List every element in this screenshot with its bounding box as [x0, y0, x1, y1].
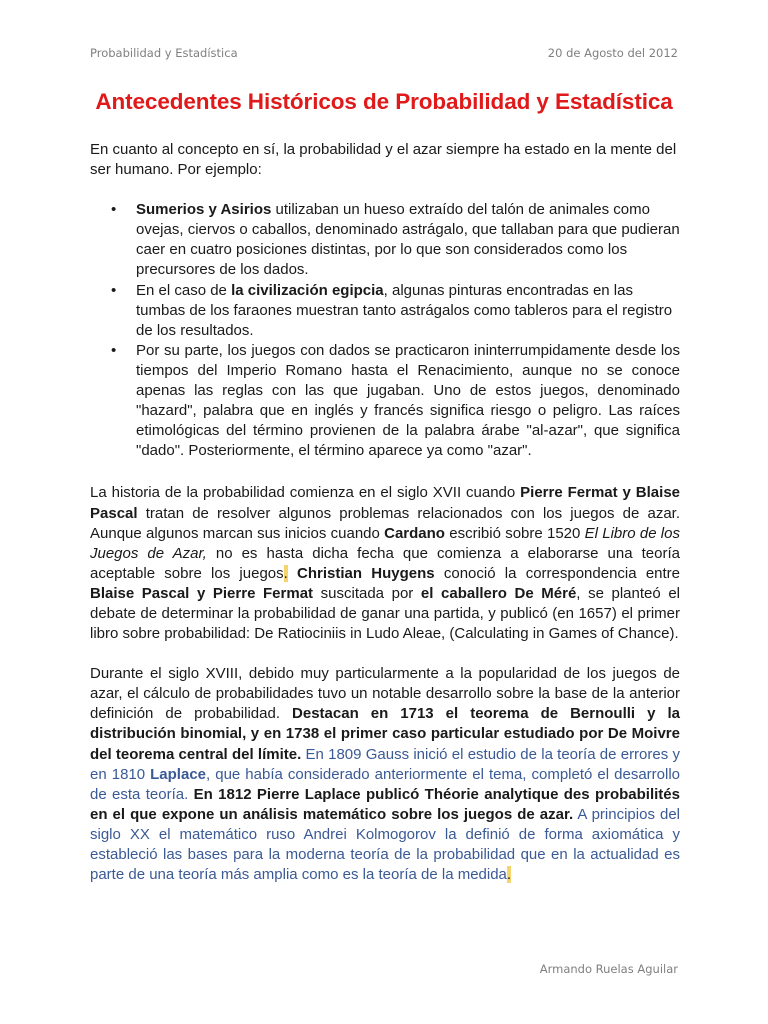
blue-run: En 1809 Gauss inició el estudio de la teoría de errores y en 1810 [90, 745, 680, 783]
text-run [288, 565, 297, 582]
list-item [90, 200, 680, 280]
bullet-text: , algunas pinturas encontradas en las tumbas de los faraones muestran tanto astrágalos como tableros para el registro de los resultados. [136, 281, 673, 339]
text-run: conoció la correspondencia entre [434, 564, 681, 582]
text-run: Durante el siglo XVIII, debido muy particularmente a la popularidad de los juegos de azar, el cálculo de probabilidades tuvo un notable desarrollo sobre la base de la anterior definición de probabilidad. [90, 665, 680, 723]
italic-run: El Libro de los Juegos de Azar, [90, 524, 680, 562]
footer-author: Armando Ruelas Aguilar [539, 962, 678, 976]
bullet-bold: Sumerios y Asirios [136, 201, 272, 219]
list-item [90, 281, 680, 341]
highlight-run: . [506, 866, 512, 884]
list-item [90, 341, 680, 462]
bold-run: Blaise Pascal y Pierre Fermat [90, 584, 314, 602]
page-header [90, 46, 678, 60]
highlight-run: . [283, 564, 288, 582]
text-run: La historia de la probabilidad comienza en el siglo XVII cuando [90, 484, 521, 502]
text-run: , se planteó el debate de determinar la probabilidad de ganar una partida, y publicó (en 1657) el primer libro sobre probabilidad: De Ratiociniis in Ludo Aleae, (Calculating in Games of Chance). [90, 584, 681, 643]
text-run: tratan de resolver algunos problemas relacionados con los juegos de azar. Aunque algunos marcan sus inicios cuando [90, 504, 680, 542]
bold-run: el caballero De Méré [420, 584, 577, 602]
blue-run: A principios del siglo XX el matemático ruso Andrei Kolmogorov la definió de forma axiomática y estableció las bases para la moderna teoría de la probabilidad que en la actualidad es parte de una teoría más amplia como es la teoría de la medida [90, 805, 680, 884]
bold-run: Destacan en 1713 el teorema de Bernoulli y la distribución binomial, y en 1738 el primer caso particular estudiado por De Moivre del teorema central del límite. [90, 705, 680, 763]
header-subject: Probabilidad y Estadística [90, 46, 238, 60]
bullet-icon: • [111, 341, 117, 359]
bullet-icon: • [111, 281, 117, 299]
bullet-text: utilizaban un hueso extraído del talón de animales como ovejas, ciervos o caballos, denominado astrágalo, que tallaban para que pudieran caer en cuatro posiciones distintas, por lo que son considerados como los precursores de los dados. [136, 201, 680, 279]
blue-run: , que había considerado anteriormente el tema, completó el desarrollo de esta teoría. [90, 765, 680, 803]
text-run: escribió sobre 1520 [444, 524, 585, 542]
blue-bold-run: Laplace [150, 765, 207, 783]
bold-run: Pierre Fermat y Blaise Pascal [90, 484, 681, 522]
history-paragraph [90, 483, 680, 644]
bold-run: Cardano [384, 524, 445, 542]
bold-run: En 1812 Pierre Laplace publicó Théorie analytique des probabilités en el que expone un análisis matemático sobre los juegos de azar. [90, 785, 680, 823]
intro-paragraph: En cuanto al concepto en sí, la probabilidad y el azar siempre ha estado en la mente del ser humano. Por ejemplo: [90, 141, 677, 179]
eighteenth-century-paragraph [90, 664, 680, 885]
bullet-text: Por su parte, los juegos con dados se practicaron ininterrumpidamente desde los tiempos del Imperio Romano hasta el Renacimiento, aunque no se conoce apenas las reglas con las que jugaban. Uno de estos juegos, denominado "hazard", palabra que en inglés y francés significa riesgo o peligro. Las raíces etimológicas del término provienen de la palabra árabe "al-azar", que significa "dado". Posteriormente, el término aparece ya como "azar". [136, 341, 680, 460]
text-run: suscitada por [313, 584, 421, 602]
document-title: Antecedentes Históricos de Probabilidad y Estadística [95, 89, 673, 114]
bullet-icon: • [111, 201, 117, 219]
text-run: no es hasta dicha fecha que comienza a elaborarse una teoría aceptable sobre los juegos [90, 544, 680, 582]
header-date: 20 de Agosto del 2012 [547, 46, 678, 60]
bullet-pre: En el caso de [136, 281, 232, 299]
bullet-list [90, 200, 680, 461]
bullet-bold: la civilización egipcia [231, 281, 384, 299]
document-body [90, 140, 680, 885]
bold-run: Christian Huygens [297, 564, 435, 582]
